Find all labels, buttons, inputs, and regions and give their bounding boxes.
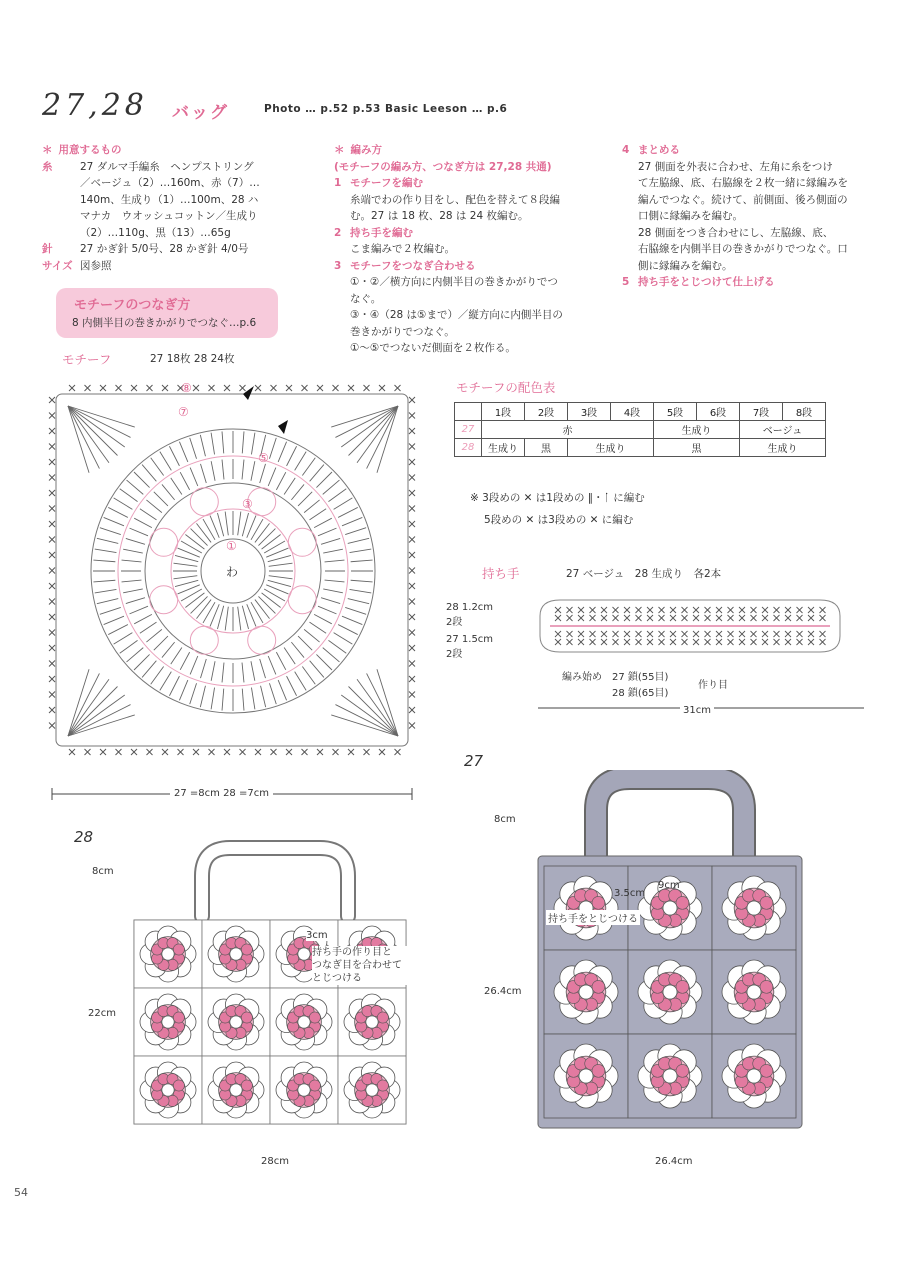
- bag28-handle-height: 8cm: [92, 866, 114, 877]
- pattern-title: バッグ: [172, 103, 229, 123]
- bag27-note: 持ち手をとじつける: [546, 910, 640, 925]
- method-subheading: (モチーフの編み方、つなぎ方は 27,28 共通): [334, 160, 552, 173]
- handle-dim-27: 27 1.5cm 2段: [446, 634, 494, 660]
- materials-heading: 用意するもの: [58, 144, 122, 156]
- handle-desc: 27 ベージュ 28 生成り 各2本: [566, 568, 722, 580]
- handle-length: 31cm: [680, 705, 714, 716]
- bag27-width: 26.4cm: [652, 1156, 696, 1167]
- bag28-label: 28: [74, 828, 94, 846]
- motif-chart: [48, 376, 418, 756]
- handle-chart: [510, 586, 870, 666]
- yarn-label: 糸: [42, 160, 53, 173]
- round-8-marker: ⑧: [181, 381, 192, 395]
- round-1-marker: ①: [226, 539, 237, 553]
- table-row: 27 赤 生成り ベージュ: [455, 421, 826, 439]
- motif-count: 27 18枚 28 24枚: [150, 353, 235, 365]
- needle-text: 27 かぎ針 5/0号、28 かぎ針 4/0号: [80, 243, 249, 255]
- bag28-width: 28cm: [258, 1156, 292, 1167]
- method-section: ＊ 編み方 (モチーフの編み方、つなぎ方は 27,28 共通) 1 モチーフを編む 糸端でわの作り目をし、配色を替えて８段編 む。27 は 18 枚、28 は 24 枚編む。 2 持ち手を編む こま編みで２枚編む。 3 モチーフをつなぎ合わせる ①・②／横方向に内側半目の巻きかがりでつ なぐ。 ③・④（28 は⑤まで）／縦方向に内側半目の 巻きかがりでつなぐ。 ①〜⑤でつないだ側面を２枚作る。: [334, 142, 604, 357]
- page-number: 54: [14, 1186, 28, 1199]
- step5-title: 持ち手をとじつけて仕上げる: [638, 276, 775, 288]
- motif-label: モチーフ: [62, 352, 112, 367]
- size-label: サイズ: [42, 259, 73, 272]
- method-heading: 編み方: [350, 144, 382, 156]
- color-table: 1段 2段 3段 4段 5段 6段 7段 8段 27 赤 生成り ベージュ 28 生成り 黒 生成り 黒 生成り: [454, 402, 826, 457]
- bag27-height: 26.4cm: [484, 986, 522, 997]
- yarn-lines: 27 ダルマ手編糸 ヘンプストリング ／ベージュ（2）…160m、赤（7）… 140m、生成り（1）…100m、28 ハ マナカ ウオッシュコットン／生成り （2）…110g、黒（13）…65g: [80, 160, 260, 239]
- start-arrow-2: [278, 420, 288, 434]
- photo-reference: Photo … p.52 p.53 Basic Leeson … p.6: [264, 103, 508, 115]
- bag27-dim-1: 3.5cm: [614, 888, 646, 899]
- bag28-note-dim: 3cm: [306, 930, 328, 941]
- handle-chain-27: 27 鎖(55目): [612, 672, 669, 683]
- pattern-number: 27,28: [42, 88, 148, 123]
- step3-title: モチーフをつなぎ合わせる: [350, 259, 476, 272]
- round-3-marker: ③: [242, 497, 253, 511]
- step2-title: 持ち手を編む: [350, 226, 413, 239]
- step1-title: モチーフを編む: [350, 177, 423, 189]
- materials-section: ＊ 用意するもの 糸 27 ダルマ手編糸 ヘンプストリング ／ベージュ（2）…160m、赤（7）… 140m、生成り（1）…100m、28 ハ マナカ ウオッシュコットン／生成り （2）…110g、黒（13）…65g 針 27 かぎ針 5/0号、28 かぎ針 4/0号 サイズ 図参照: [42, 142, 312, 274]
- bag28-note: 持ち手の作り目と つなぎ目を合わせて とじつける: [312, 946, 422, 985]
- magic-ring-label: わ: [226, 565, 239, 579]
- bag27-illustration: [522, 770, 822, 1154]
- handle-made: 作り目: [698, 680, 728, 691]
- color-note-2: 5段めの ✕ は3段めの ✕ に編む: [484, 514, 634, 526]
- size-text: 図参照: [80, 259, 112, 272]
- handle-title: 持ち手: [482, 566, 520, 581]
- needle-label: 針: [42, 243, 53, 255]
- joining-method-badge: モチーフのつなぎ方 8 内側半目の巻きかがりでつなぐ…p.6: [56, 288, 278, 338]
- table-row: 28 生成り 黒 生成り 黒 生成り: [455, 439, 826, 457]
- bag28-illustration: [120, 836, 420, 1146]
- color-table-title: モチーフの配色表: [456, 380, 556, 395]
- bag27-handle-height: 8cm: [494, 814, 516, 825]
- handle-start: 編み始め: [562, 672, 602, 683]
- color-note-1: ※ 3段めの ✕ は1段めの ‖・ᛙ に編む: [470, 492, 645, 504]
- bag28-height: 22cm: [88, 1008, 116, 1019]
- round-5-marker: ⑤: [258, 451, 269, 465]
- bag27-label: 27: [464, 752, 484, 770]
- handle-chain-28: 28 鎖(65目): [612, 688, 669, 699]
- handle-dim-28: 28 1.2cm 2段: [446, 602, 494, 628]
- step4-title: まとめる: [638, 144, 680, 156]
- bag27-dim-2: 9cm: [658, 880, 680, 891]
- round-7-marker: ⑦: [178, 405, 189, 419]
- start-arrow: [243, 386, 254, 400]
- motif-size: 27 =8cm 28 =7cm: [170, 788, 273, 799]
- finish-section: 4 まとめる 27 側面を外表に合わせ、左角に糸をつけ て左脇線、底、右脇線を２枚一緒に縁編みを 編んでつなぐ。続けて、前側面、後ろ側面の 口側に縁編みを編む。 28 側面をつき合わせにし、左脇線、底、 右脇線を内側半目の巻きかがりでつなぐ。口 側に縁編みを編む。 5 持ち手をとじつけて仕上げる: [622, 142, 884, 291]
